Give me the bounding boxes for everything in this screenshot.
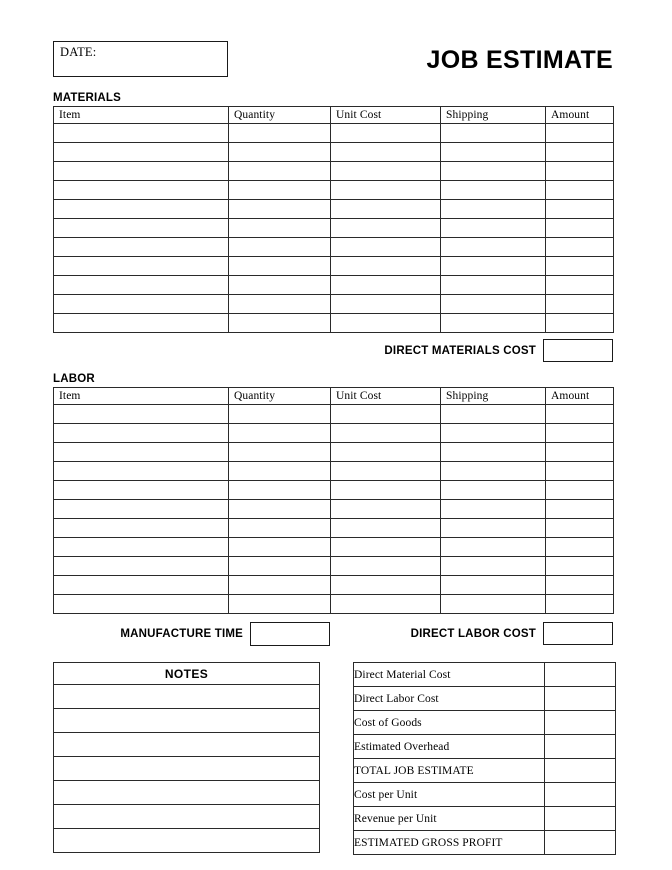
summary-label-revenue-per-unit: Revenue per Unit bbox=[354, 807, 545, 831]
summary-value-direct-material-cost[interactable] bbox=[545, 663, 616, 687]
table-row bbox=[54, 314, 614, 333]
cell-item[interactable] bbox=[54, 200, 229, 219]
cell-amount[interactable] bbox=[546, 219, 614, 238]
notes-line[interactable] bbox=[54, 805, 320, 829]
summary-value-estimated-gross-profit[interactable] bbox=[545, 831, 616, 855]
column-header-item: Item bbox=[54, 107, 229, 124]
cell-shipping[interactable] bbox=[441, 519, 546, 538]
cell-shipping[interactable] bbox=[441, 557, 546, 576]
table-row bbox=[54, 481, 614, 500]
table-row bbox=[54, 181, 614, 200]
cell-amount[interactable] bbox=[546, 181, 614, 200]
cell-shipping[interactable] bbox=[441, 162, 546, 181]
notes-table-body bbox=[54, 685, 320, 853]
cell-amount[interactable] bbox=[546, 143, 614, 162]
direct-labor-cost-field[interactable] bbox=[543, 622, 613, 645]
materials-table-body bbox=[54, 124, 614, 333]
list-item bbox=[54, 805, 320, 829]
cell-shipping[interactable] bbox=[441, 314, 546, 333]
cell-quantity[interactable] bbox=[229, 500, 331, 519]
direct-materials-cost-label: DIRECT MATERIALS COST bbox=[384, 344, 536, 357]
cell-item[interactable] bbox=[54, 595, 229, 614]
cell-shipping[interactable] bbox=[441, 576, 546, 595]
cell-unitcost[interactable] bbox=[331, 238, 441, 257]
cell-item[interactable] bbox=[54, 181, 229, 200]
column-header-unitcost: Unit Cost bbox=[331, 388, 441, 405]
cell-unitcost[interactable] bbox=[331, 276, 441, 295]
cell-amount[interactable] bbox=[546, 405, 614, 424]
cell-item[interactable] bbox=[54, 238, 229, 257]
cell-amount[interactable] bbox=[546, 276, 614, 295]
cell-shipping[interactable] bbox=[441, 405, 546, 424]
table-row bbox=[354, 687, 616, 711]
summary-value-cost-per-unit[interactable] bbox=[545, 783, 616, 807]
cell-shipping[interactable] bbox=[441, 424, 546, 443]
cell-unitcost[interactable] bbox=[331, 257, 441, 276]
cell-unitcost[interactable] bbox=[331, 162, 441, 181]
cell-shipping[interactable] bbox=[441, 200, 546, 219]
cell-item[interactable] bbox=[54, 314, 229, 333]
cell-shipping[interactable] bbox=[441, 257, 546, 276]
cell-item[interactable] bbox=[54, 481, 229, 500]
table-row bbox=[54, 124, 614, 143]
cell-unitcost[interactable] bbox=[331, 181, 441, 200]
date-label: DATE: bbox=[60, 45, 97, 59]
summary-table bbox=[353, 662, 616, 855]
cell-amount[interactable] bbox=[546, 500, 614, 519]
cell-amount[interactable] bbox=[546, 295, 614, 314]
cell-item[interactable] bbox=[54, 405, 229, 424]
table-row bbox=[54, 200, 614, 219]
table-row bbox=[354, 735, 616, 759]
list-item bbox=[54, 781, 320, 805]
labor-table-body bbox=[54, 405, 614, 614]
table-row bbox=[54, 162, 614, 181]
cell-unitcost[interactable] bbox=[331, 424, 441, 443]
cell-unitcost[interactable] bbox=[331, 500, 441, 519]
table-row bbox=[54, 276, 614, 295]
table-row bbox=[354, 807, 616, 831]
cell-quantity[interactable] bbox=[229, 424, 331, 443]
cell-unitcost[interactable] bbox=[331, 576, 441, 595]
cell-item[interactable] bbox=[54, 538, 229, 557]
table-row bbox=[54, 238, 614, 257]
table-row bbox=[54, 257, 614, 276]
cell-quantity[interactable] bbox=[229, 276, 331, 295]
column-header-shipping: Shipping bbox=[441, 388, 546, 405]
notes-line[interactable] bbox=[54, 733, 320, 757]
cell-shipping[interactable] bbox=[441, 500, 546, 519]
cell-unitcost[interactable] bbox=[331, 538, 441, 557]
column-header-quantity: Quantity bbox=[229, 107, 331, 124]
date-field[interactable] bbox=[53, 41, 228, 77]
notes-table bbox=[53, 662, 320, 853]
cell-amount[interactable] bbox=[546, 595, 614, 614]
cell-shipping[interactable] bbox=[441, 238, 546, 257]
summary-label-total-job-estimate: TOTAL JOB ESTIMATE bbox=[354, 759, 545, 783]
cell-unitcost[interactable] bbox=[331, 481, 441, 500]
cell-shipping[interactable] bbox=[441, 295, 546, 314]
cell-shipping[interactable] bbox=[441, 181, 546, 200]
cell-quantity[interactable] bbox=[229, 143, 331, 162]
cell-amount[interactable] bbox=[546, 200, 614, 219]
direct-labor-cost-label: DIRECT LABOR COST bbox=[410, 627, 536, 640]
cell-quantity[interactable] bbox=[229, 200, 331, 219]
direct-labor-cost-row bbox=[320, 622, 613, 645]
cell-item[interactable] bbox=[54, 557, 229, 576]
table-row bbox=[54, 595, 614, 614]
column-header-amount: Amount bbox=[546, 107, 614, 124]
cell-item[interactable] bbox=[54, 462, 229, 481]
column-header-amount: Amount bbox=[546, 388, 614, 405]
cell-unitcost[interactable] bbox=[331, 143, 441, 162]
cell-shipping[interactable] bbox=[441, 595, 546, 614]
cell-amount[interactable] bbox=[546, 576, 614, 595]
cell-unitcost[interactable] bbox=[331, 314, 441, 333]
cell-unitcost[interactable] bbox=[331, 219, 441, 238]
summary-label-cost-of-goods: Cost of Goods bbox=[354, 711, 545, 735]
cell-amount[interactable] bbox=[546, 462, 614, 481]
cell-unitcost[interactable] bbox=[331, 557, 441, 576]
materials-section-caption: MATERIALS bbox=[53, 92, 122, 104]
cell-quantity[interactable] bbox=[229, 162, 331, 181]
cell-amount[interactable] bbox=[546, 424, 614, 443]
table-row bbox=[354, 663, 616, 687]
cell-amount[interactable] bbox=[546, 257, 614, 276]
direct-materials-cost-field[interactable] bbox=[543, 339, 613, 362]
list-item bbox=[54, 733, 320, 757]
column-header-shipping: Shipping bbox=[441, 107, 546, 124]
cell-quantity[interactable] bbox=[229, 257, 331, 276]
cell-amount[interactable] bbox=[546, 238, 614, 257]
summary-label-estimated-overhead: Estimated Overhead bbox=[354, 735, 545, 759]
list-item bbox=[54, 829, 320, 853]
table-row bbox=[54, 538, 614, 557]
cell-unitcost[interactable] bbox=[331, 405, 441, 424]
summary-value-total-job-estimate[interactable] bbox=[545, 759, 616, 783]
notes-line[interactable] bbox=[54, 829, 320, 853]
manufacture-time-label: MANUFACTURE TIME bbox=[120, 628, 243, 640]
summary-table-body bbox=[354, 663, 616, 855]
cell-shipping[interactable] bbox=[441, 462, 546, 481]
cell-item[interactable] bbox=[54, 443, 229, 462]
cell-quantity[interactable] bbox=[229, 238, 331, 257]
cell-quantity[interactable] bbox=[229, 405, 331, 424]
labor-header-row bbox=[54, 388, 614, 405]
notes-line[interactable] bbox=[54, 685, 320, 709]
cell-item[interactable] bbox=[54, 143, 229, 162]
labor-table bbox=[53, 387, 614, 614]
cell-unitcost[interactable] bbox=[331, 124, 441, 143]
table-row bbox=[54, 519, 614, 538]
table-row bbox=[54, 500, 614, 519]
list-item bbox=[54, 709, 320, 733]
manufacture-time-row bbox=[80, 622, 330, 646]
materials-header-row bbox=[54, 107, 614, 124]
cell-amount[interactable] bbox=[546, 162, 614, 181]
cell-quantity[interactable] bbox=[229, 462, 331, 481]
summary-value-direct-labor-cost[interactable] bbox=[545, 687, 616, 711]
cell-shipping[interactable] bbox=[441, 219, 546, 238]
cell-amount[interactable] bbox=[546, 538, 614, 557]
cell-quantity[interactable] bbox=[229, 538, 331, 557]
cell-item[interactable] bbox=[54, 295, 229, 314]
notes-line[interactable] bbox=[54, 781, 320, 805]
cell-item[interactable] bbox=[54, 219, 229, 238]
table-row bbox=[54, 462, 614, 481]
column-header-unitcost: Unit Cost bbox=[331, 107, 441, 124]
notes-header-row bbox=[54, 663, 320, 685]
table-row bbox=[54, 576, 614, 595]
table-row bbox=[354, 783, 616, 807]
cell-shipping[interactable] bbox=[441, 124, 546, 143]
cell-shipping[interactable] bbox=[441, 481, 546, 500]
cell-shipping[interactable] bbox=[441, 538, 546, 557]
cell-amount[interactable] bbox=[546, 557, 614, 576]
table-row bbox=[54, 424, 614, 443]
page-title: JOB ESTIMATE bbox=[426, 46, 613, 74]
cell-quantity[interactable] bbox=[229, 576, 331, 595]
cell-quantity[interactable] bbox=[229, 314, 331, 333]
cell-unitcost[interactable] bbox=[331, 595, 441, 614]
cell-quantity[interactable] bbox=[229, 557, 331, 576]
cell-item[interactable] bbox=[54, 424, 229, 443]
cell-item[interactable] bbox=[54, 257, 229, 276]
cell-amount[interactable] bbox=[546, 314, 614, 333]
cell-quantity[interactable] bbox=[229, 181, 331, 200]
cell-quantity[interactable] bbox=[229, 219, 331, 238]
cell-amount[interactable] bbox=[546, 124, 614, 143]
cell-item[interactable] bbox=[54, 500, 229, 519]
summary-label-direct-labor-cost: Direct Labor Cost bbox=[354, 687, 545, 711]
cell-quantity[interactable] bbox=[229, 519, 331, 538]
manufacture-time-field[interactable] bbox=[250, 622, 330, 646]
cell-quantity[interactable] bbox=[229, 481, 331, 500]
materials-table bbox=[53, 106, 614, 333]
cell-quantity[interactable] bbox=[229, 443, 331, 462]
cell-shipping[interactable] bbox=[441, 143, 546, 162]
cell-item[interactable] bbox=[54, 162, 229, 181]
table-row bbox=[54, 443, 614, 462]
cell-quantity[interactable] bbox=[229, 295, 331, 314]
summary-value-revenue-per-unit[interactable] bbox=[545, 807, 616, 831]
cell-item[interactable] bbox=[54, 276, 229, 295]
cell-item[interactable] bbox=[54, 576, 229, 595]
table-row bbox=[54, 557, 614, 576]
cell-item[interactable] bbox=[54, 124, 229, 143]
table-row bbox=[54, 295, 614, 314]
cell-unitcost[interactable] bbox=[331, 462, 441, 481]
cell-unitcost[interactable] bbox=[331, 200, 441, 219]
list-item bbox=[54, 685, 320, 709]
table-row bbox=[54, 405, 614, 424]
column-header-quantity: Quantity bbox=[229, 388, 331, 405]
table-row bbox=[354, 711, 616, 735]
table-row bbox=[54, 219, 614, 238]
summary-value-cost-of-goods[interactable] bbox=[545, 711, 616, 735]
list-item bbox=[54, 757, 320, 781]
notes-header-label: NOTES bbox=[54, 663, 320, 685]
table-row bbox=[354, 759, 616, 783]
summary-label-direct-material-cost: Direct Material Cost bbox=[354, 663, 545, 687]
cell-quantity[interactable] bbox=[229, 124, 331, 143]
cell-unitcost[interactable] bbox=[331, 295, 441, 314]
cell-shipping[interactable] bbox=[441, 276, 546, 295]
notes-line[interactable] bbox=[54, 709, 320, 733]
cell-unitcost[interactable] bbox=[331, 443, 441, 462]
cell-unitcost[interactable] bbox=[331, 519, 441, 538]
direct-materials-cost-row bbox=[320, 339, 613, 362]
cell-amount[interactable] bbox=[546, 443, 614, 462]
table-row bbox=[54, 143, 614, 162]
cell-amount[interactable] bbox=[546, 519, 614, 538]
summary-label-estimated-gross-profit: ESTIMATED GROSS PROFIT bbox=[354, 831, 545, 855]
notes-line[interactable] bbox=[54, 757, 320, 781]
labor-section-caption: LABOR bbox=[53, 373, 95, 385]
cell-quantity[interactable] bbox=[229, 595, 331, 614]
cell-amount[interactable] bbox=[546, 481, 614, 500]
cell-item[interactable] bbox=[54, 519, 229, 538]
cell-shipping[interactable] bbox=[441, 443, 546, 462]
table-row bbox=[354, 831, 616, 855]
column-header-item: Item bbox=[54, 388, 229, 405]
summary-label-cost-per-unit: Cost per Unit bbox=[354, 783, 545, 807]
summary-value-estimated-overhead[interactable] bbox=[545, 735, 616, 759]
